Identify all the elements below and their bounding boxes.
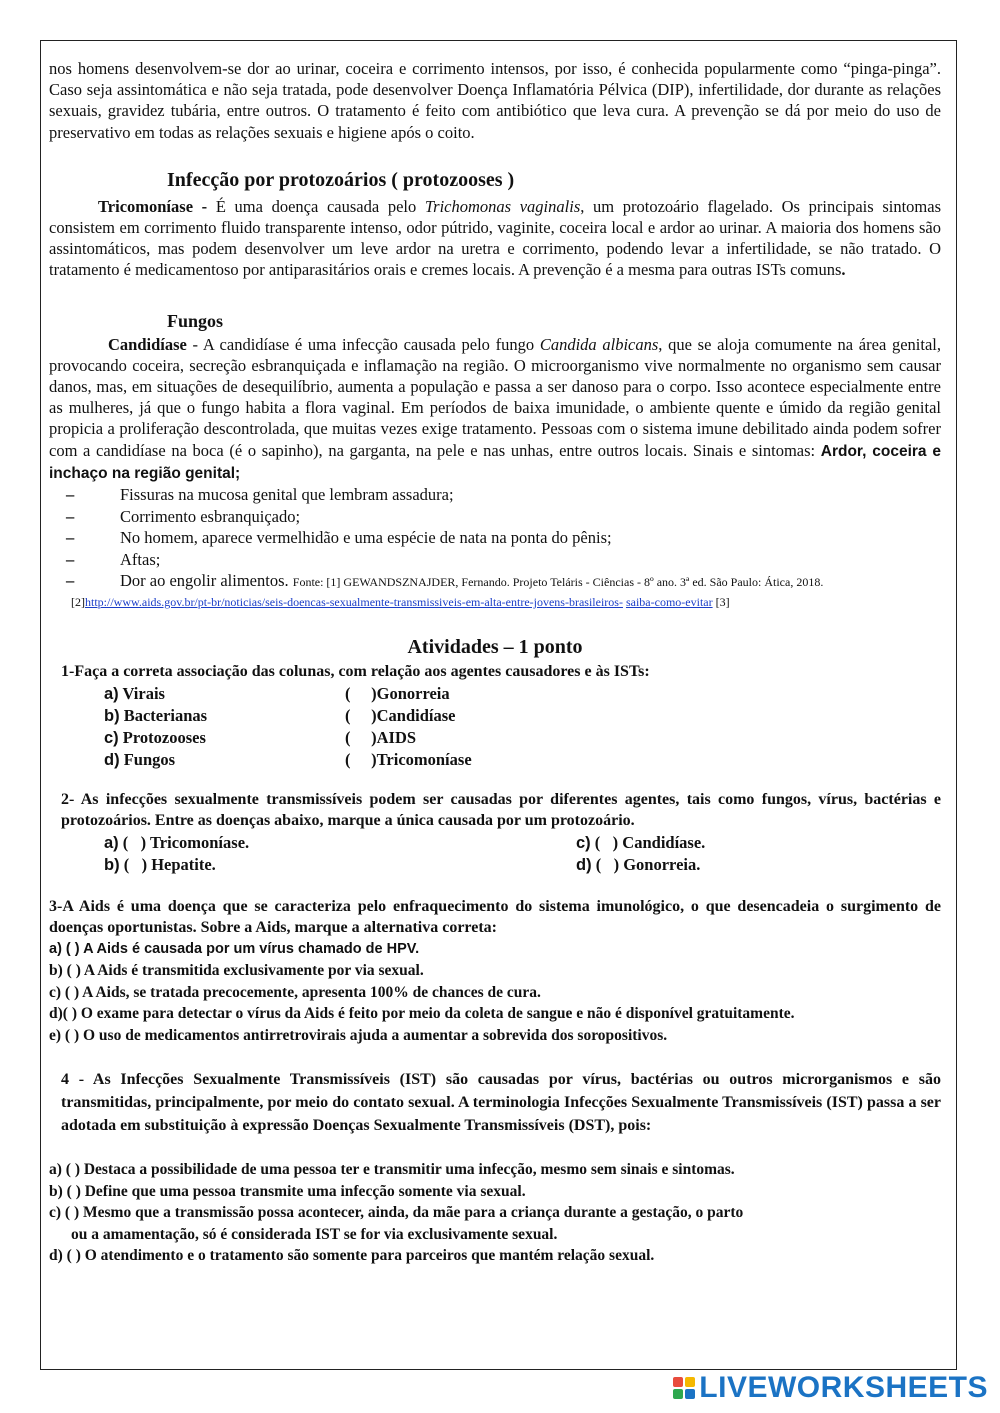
q2-options: [104, 832, 941, 876]
dash-bullet: –: [66, 571, 75, 591]
list-item: [49, 527, 941, 549]
symptom-text: No homem, aparece vermelhidão e uma espécie de nata na ponta do pênis;: [120, 528, 612, 548]
option-text: Tricomoníase.: [150, 832, 250, 852]
option-letter: c): [576, 833, 591, 852]
left-item: Protozooses: [122, 727, 206, 747]
q4-prompt: 4 - As Infecções Sexualmente Transmissíveis (IST) são causadas por vírus, bactérias ou outros microrganismos e são transmitidas, principalmente, por meio do contato sexual. A terminologia Infecções Sexualmente Transmissíveis (IST) passa a ser adotada em substituição à expressão Doenças Sexualmente Transmissíveis (DST), pois:: [61, 1071, 941, 1135]
dash-bullet: –: [66, 485, 75, 505]
q1-prompt: 1-Faça a correta associação das colunas, com relação aos agentes causadores e às ISTs:: [61, 663, 650, 681]
q4-option-c[interactable]: c) ( ) Mesmo que a transmissão possa acontecer, ainda, da mãe para a criança durante a gestação, o parto: [49, 1204, 744, 1222]
activities-title: Atividades – 1 ponto: [407, 636, 583, 659]
q3-options: [49, 939, 941, 1047]
option-text: Hepatite.: [151, 854, 216, 874]
q2-prompt: 2- As infecções sexualmente transmissíveis podem ser causadas por diferentes agentes, tais como fungos, vírus, bactérias e protozoários. Entre as doenças abaixo, marque a única causada por um protozoário.: [61, 790, 941, 830]
trichomoniasis-paragraph: [49, 196, 941, 281]
answer-box[interactable]: ( ): [345, 727, 377, 747]
list-item: [49, 484, 941, 506]
option-letter: b): [104, 855, 120, 874]
q3-option-b[interactable]: b) ( ) A Aids é transmitida exclusivamente por via sexual.: [49, 962, 424, 980]
dash-bullet: –: [66, 528, 75, 548]
q1-row: [104, 683, 941, 705]
symptom-text: Corrimento esbranquiçado;: [120, 506, 301, 526]
liveworksheets-logo: [673, 1371, 988, 1405]
list-item: [49, 570, 941, 594]
intro-paragraph: nos homens desenvolvem-se dor ao urinar, coceira e corrimento intensos, por isso, é conhecida popularmente como “pinga-pinga”. Caso seja assintomática e não seja tratada, pode desenvolver Doença Inflamatória Pélvica (DIP), infertilidade, dor durante as relações sexuais, gravidez tubária, entre outros. O tratamento é feito com antibiótico que leva cura. A prevenção se dá por meio do uso de preservativo em todas as relações sexuais e higiene após o coito.: [49, 59, 941, 142]
option-letter: d): [104, 750, 120, 769]
worksheet-content: [49, 58, 941, 1267]
answer-box[interactable]: ( ): [595, 854, 620, 874]
q4-option-a[interactable]: a) ( ) Destaca a possibilidade de uma pessoa ter e transmitir uma infecção, mesmo sem sinais e sintomas.: [49, 1161, 735, 1179]
right-item: Tricomoníase: [376, 749, 472, 769]
left-item: Bacterianas: [123, 705, 208, 725]
q3-option-e[interactable]: e) ( ) O uso de medicamentos antirretrovirais ajuda a aumentar a sobrevida dos soropositivos.: [49, 1026, 668, 1044]
q4-options: [49, 1159, 941, 1267]
option-text: Candidíase.: [622, 832, 706, 852]
symptoms-highlight: Ardor, coceira e inchaço na região genital;: [49, 442, 941, 482]
q3-option-c[interactable]: c) ( ) A Aids, se tratada precocemente, apresenta 100% de chances de cura.: [49, 983, 541, 1001]
q4-option-d[interactable]: d) ( ) O atendimento e o tratamento são somente para parceiros que mantém relação sexual.: [49, 1247, 655, 1265]
option-letter: d): [576, 855, 592, 874]
answer-box[interactable]: ( ): [122, 832, 147, 852]
protozoa-end-dot: .: [841, 260, 846, 280]
symptom-list: [49, 484, 941, 594]
source-citation: Fonte: [1] GEWANDSZNAJDER, Fernando. Projeto Teláris - Ciências - 8º ano. 3ª ed. São Paulo: Ática, 2018.: [292, 575, 824, 590]
right-item: AIDS: [376, 727, 417, 747]
left-item: Fungos: [123, 749, 176, 769]
option-letter: c): [104, 728, 119, 747]
ref2-prefix: [2]: [71, 595, 85, 610]
answer-box[interactable]: ( ): [123, 854, 148, 874]
reference-line: [71, 594, 941, 610]
symptom-text: Dor ao engolir alimentos.: [120, 571, 289, 591]
fungi-heading: Fungos: [167, 310, 224, 331]
q3-option-d[interactable]: d)( ) O exame para detectar o vírus da Aids é feito por meio da coleta de sangue e não é disponível gratuitamente.: [49, 1005, 795, 1023]
symptom-text: Fissuras na mucosa genital que lembram assadura;: [120, 485, 454, 505]
answer-box[interactable]: ( ): [345, 705, 377, 725]
reference-link-2[interactable]: saiba-como-evitar: [625, 595, 713, 610]
q3-prompt: 3-A Aids é uma doença que se caracteriza pelo enfraquecimento do sistema imunológico, o que desencadeia o surgimento de doenças oportunistas. Sobre a Aids, marque a alternativa correta:: [49, 897, 941, 937]
q4-option-b[interactable]: b) ( ) Define que uma pessoa transmite uma infecção somente via sexual.: [49, 1182, 526, 1200]
q1-row: [104, 727, 941, 749]
answer-box[interactable]: ( ): [594, 832, 619, 852]
q2-row: [104, 854, 941, 876]
right-item: Candidíase: [376, 705, 456, 725]
trichomoniasis-term: Tricomoníase -: [98, 196, 208, 216]
q1-row: [104, 749, 941, 771]
q2-row: [104, 832, 941, 854]
q1-association: [104, 683, 941, 771]
fungi-species: Candida albicans: [539, 334, 659, 354]
right-item: Gonorreia: [376, 683, 450, 703]
brand-name: LIVEWORKSHEETS: [699, 1371, 988, 1404]
candidiasis-term: Candidíase: [108, 334, 187, 354]
answer-box[interactable]: ( ): [345, 749, 377, 769]
q1-row: [104, 705, 941, 727]
logo-icon: [673, 1377, 695, 1399]
protozoa-species: Trichomonas vaginalis: [424, 196, 581, 216]
answer-box[interactable]: ( ): [345, 683, 377, 703]
dash-bullet: –: [66, 506, 75, 526]
option-text: Gonorreia.: [623, 854, 701, 874]
dash-bullet: –: [66, 549, 75, 569]
list-item: [49, 506, 941, 528]
protozoa-text-a: É uma doença causada pelo: [207, 196, 425, 216]
option-letter: a): [104, 684, 119, 703]
fungi-text-a: - A candidíase é uma infecção causada pelo fungo: [186, 334, 540, 354]
q4-option-c-cont: ou a amamentação, só é considerada IST se for via exclusivamente sexual.: [71, 1225, 558, 1243]
option-letter: a): [104, 833, 119, 852]
fungi-text-b: , que se aloja comumente na área genital, provocando coceira, secreção esbranquiçada e inflamação na região. O microorganismo vive normalmente no organismo sem causar danos, mas, em situações de desequilíbrio, aumenta a população e passa a ser danoso para o corpo. Isso acontece especialmente entre as mulheres, já que o fungo habita a flora vaginal. Em períodos de baixa imunidade, o ambiente quente e úmido da região genital propicia a proliferação descontrolada, que muitas vezes exige tratamento. Pessoas com o sistema imune debilitado ainda podem sofrer com a candidíase na boca (é o sapinho), na garganta, na pele e nas unhas, entre outros locais. Sinais e sintomas:: [49, 334, 942, 460]
option-letter: b): [104, 706, 120, 725]
reference-link[interactable]: http://www.aids.gov.br/pt-br/noticias/seis-doencas-sexualmente-transmissiveis-em-alta-entre-jovens-brasileiros-: [85, 595, 623, 610]
protozoa-text-b: , um protozoário flagelado. Os principais sintomas consistem em corrimento fluido transparente intenso, odor pútrido, vaginite, coceira local e ardor ao urinar. A maioria dos homens são assintomáticos, mas podem desenvolver um leve ardor na uretra e corrimento, podendo levar a infertilidade, se não tratado. O tratamento é medicamentoso por antiparasitários orais e cremes locais. A prevenção é a mesma para outras ISTs comuns: [49, 196, 941, 280]
symptom-text: Aftas;: [120, 549, 161, 569]
ref3-label: [3]: [715, 595, 730, 610]
protozoa-heading: Infecção por protozoários ( protozooses ): [167, 168, 515, 191]
candidiasis-paragraph: [49, 334, 941, 484]
list-item: [49, 549, 941, 571]
q3-option-a[interactable]: a) ( ) A Aids é causada por um vírus chamado de HPV.: [49, 940, 420, 957]
left-item: Virais: [122, 683, 165, 703]
